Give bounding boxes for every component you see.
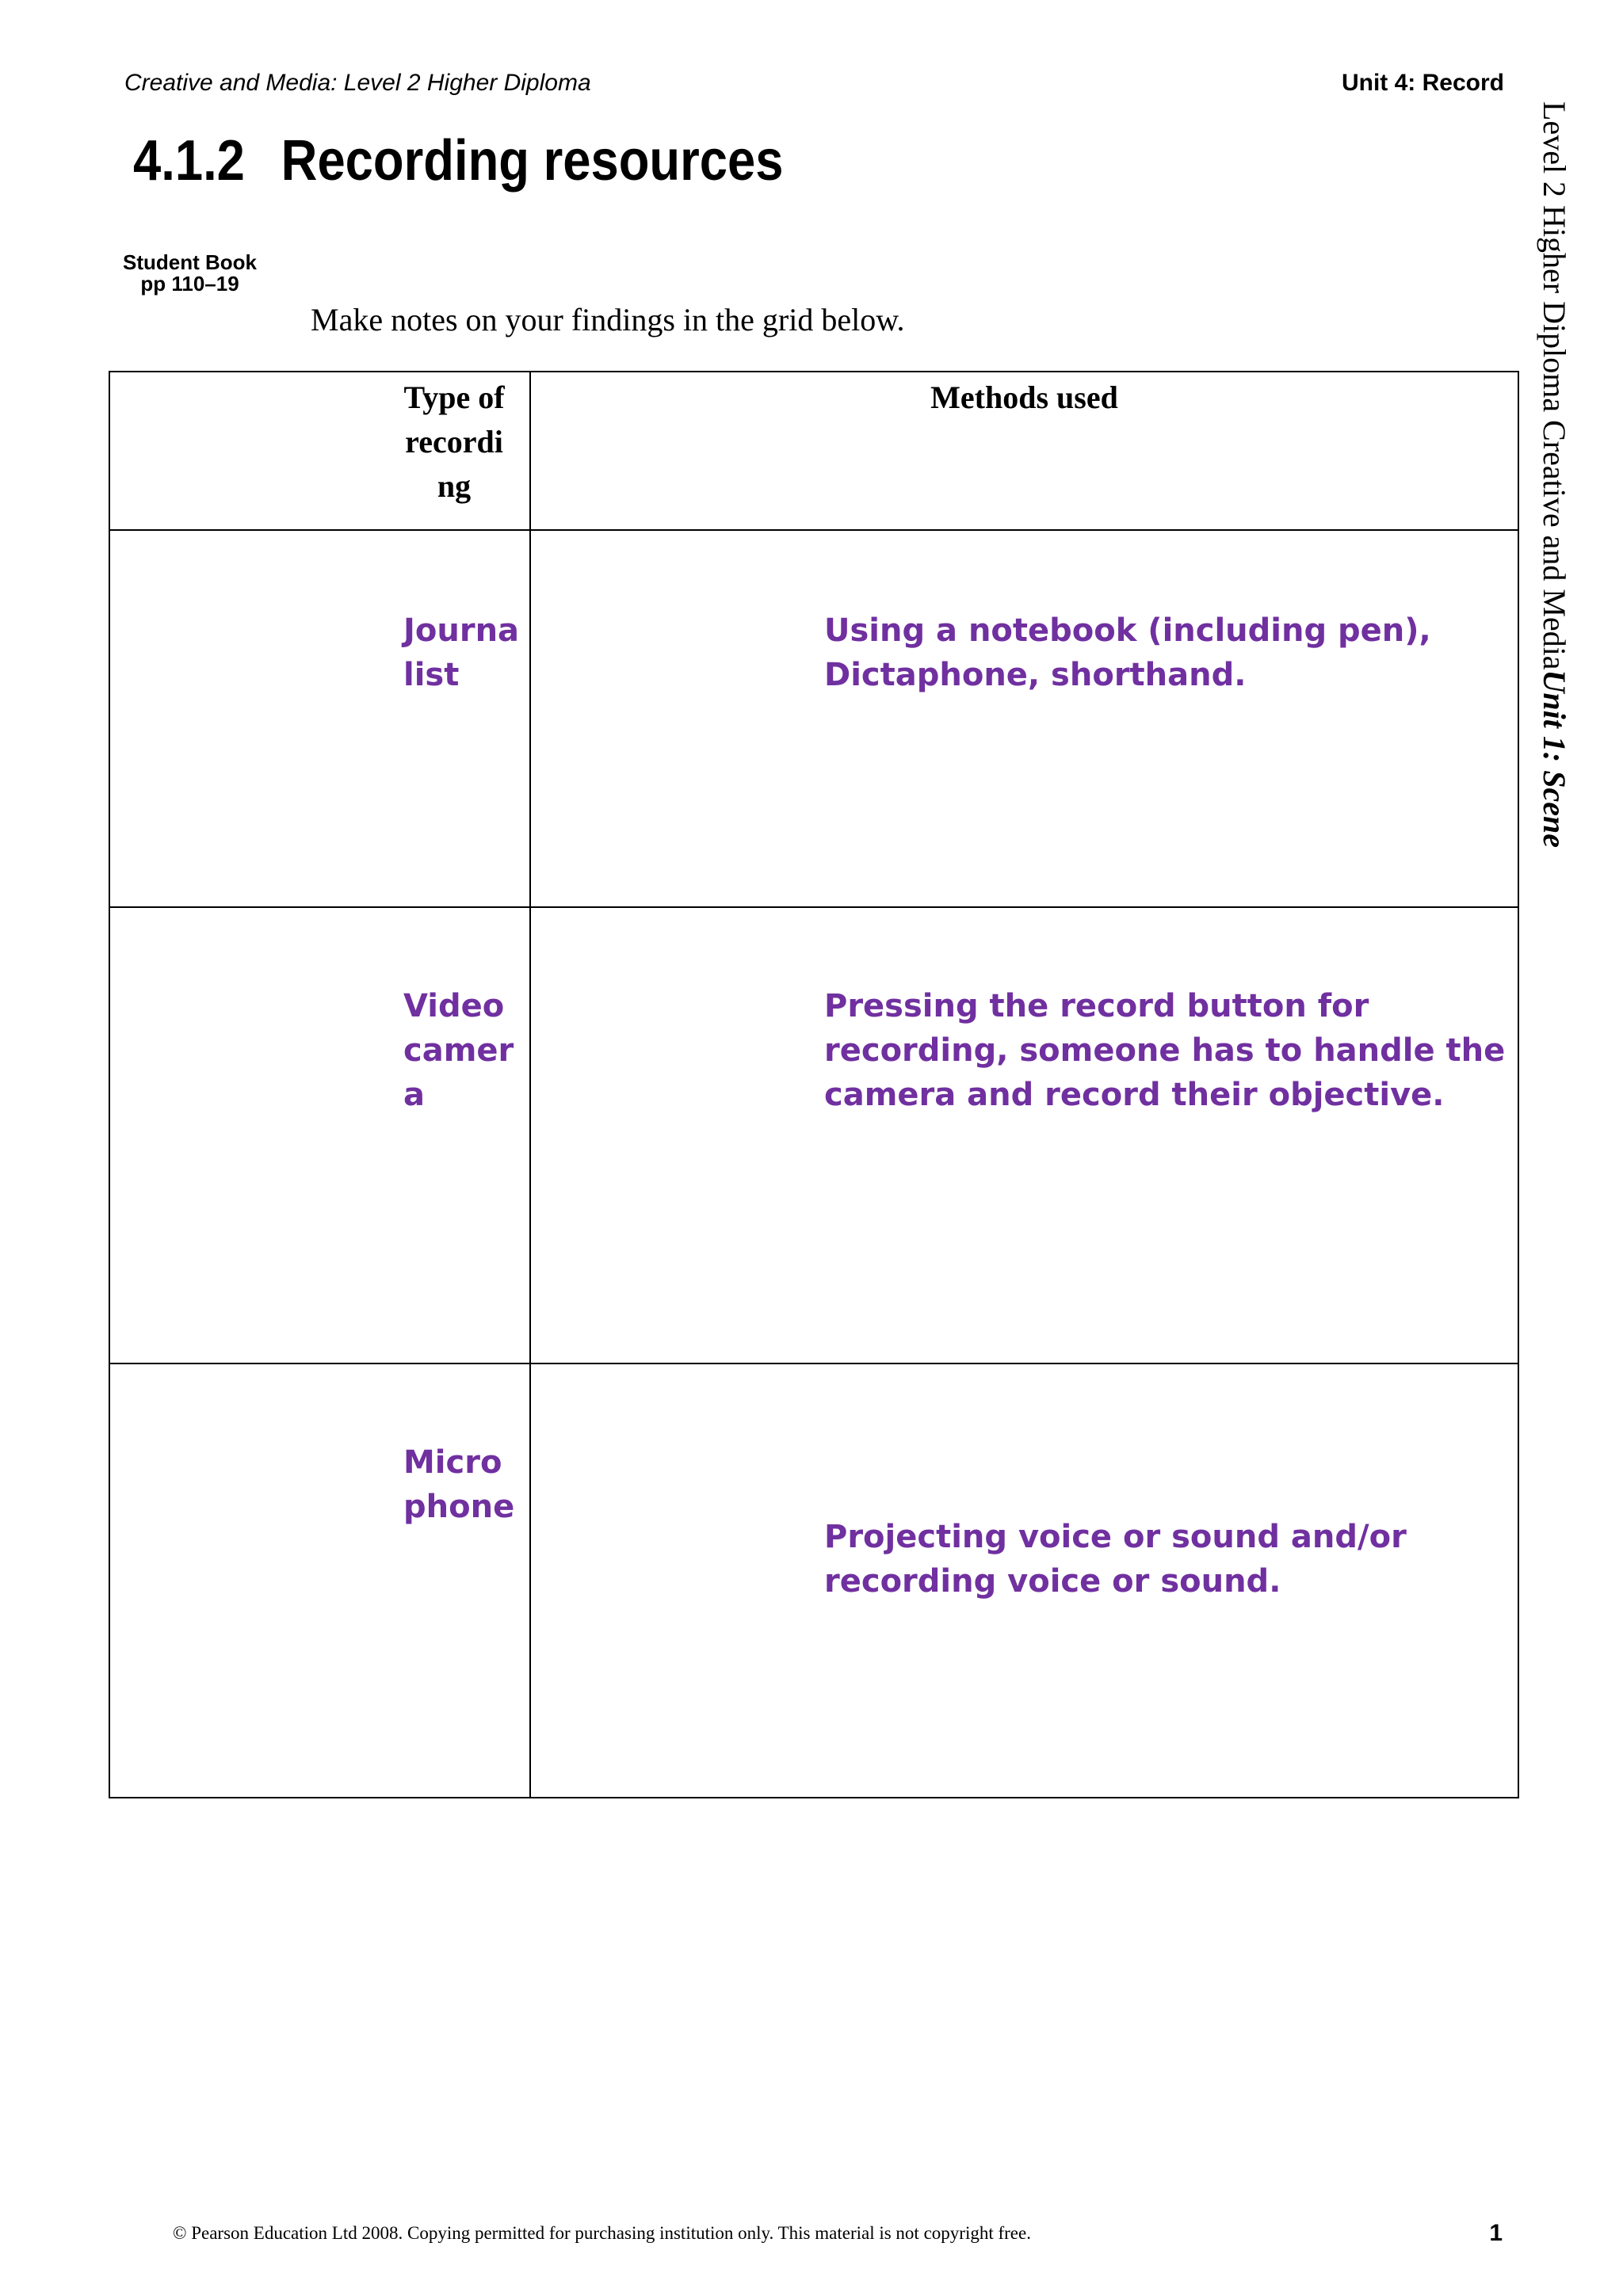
header-methods-used: Methods used bbox=[530, 372, 1518, 530]
page-number: 1 bbox=[1489, 2220, 1503, 2246]
type-cell[interactable] bbox=[109, 1363, 530, 1798]
methods-entry: Using a notebook (including pen), Dictaphone, shorthand. bbox=[824, 612, 1431, 693]
methods-entry: Projecting voice or sound and/or recording voice or sound. bbox=[824, 1519, 1407, 1600]
methods-cell[interactable] bbox=[530, 907, 1518, 1363]
running-header-right: Unit 4: Record bbox=[1341, 70, 1504, 96]
side-unit-text: Unit 1: Scene bbox=[1537, 669, 1572, 848]
instruction-text: Make notes on your findings in the grid below. bbox=[311, 302, 905, 338]
side-title-text: Level 2 Higher Diploma Creative and Media bbox=[1537, 101, 1572, 670]
running-header-left: Creative and Media: Level 2 Higher Diploma bbox=[124, 70, 591, 96]
type-entry: Journa list bbox=[403, 612, 520, 693]
type-entry: Micro phone bbox=[403, 1444, 515, 1525]
footer-copyright: © Pearson Education Ltd 2008. Copying permitted for purchasing institution only. This material is not copyright free. bbox=[173, 2223, 1031, 2243]
notes-grid bbox=[109, 371, 1519, 1798]
page-title bbox=[133, 128, 784, 193]
student-book-label: Student Book bbox=[123, 250, 257, 274]
methods-entry: Pressing the record button for recording, someone has to handle the camera and record their objective. bbox=[824, 988, 1506, 1113]
grid-row bbox=[109, 530, 1518, 907]
grid-header-row bbox=[109, 372, 1518, 530]
type-cell[interactable] bbox=[109, 907, 530, 1363]
side-running-title bbox=[1536, 101, 1573, 848]
type-cell[interactable] bbox=[109, 530, 530, 907]
methods-cell[interactable] bbox=[530, 1363, 1518, 1798]
header-type-of-recording bbox=[109, 372, 530, 530]
grid-row bbox=[109, 1363, 1518, 1798]
header-type-label: Type of recordi ng bbox=[403, 379, 505, 504]
section-title: Recording resources bbox=[281, 129, 784, 193]
grid-row bbox=[109, 907, 1518, 1363]
student-book-reference bbox=[123, 252, 257, 295]
student-book-pages: pp 110–19 bbox=[140, 272, 239, 296]
type-entry: Video camer a bbox=[403, 988, 514, 1113]
methods-cell[interactable] bbox=[530, 530, 1518, 907]
section-number: 4.1.2 bbox=[133, 129, 245, 193]
